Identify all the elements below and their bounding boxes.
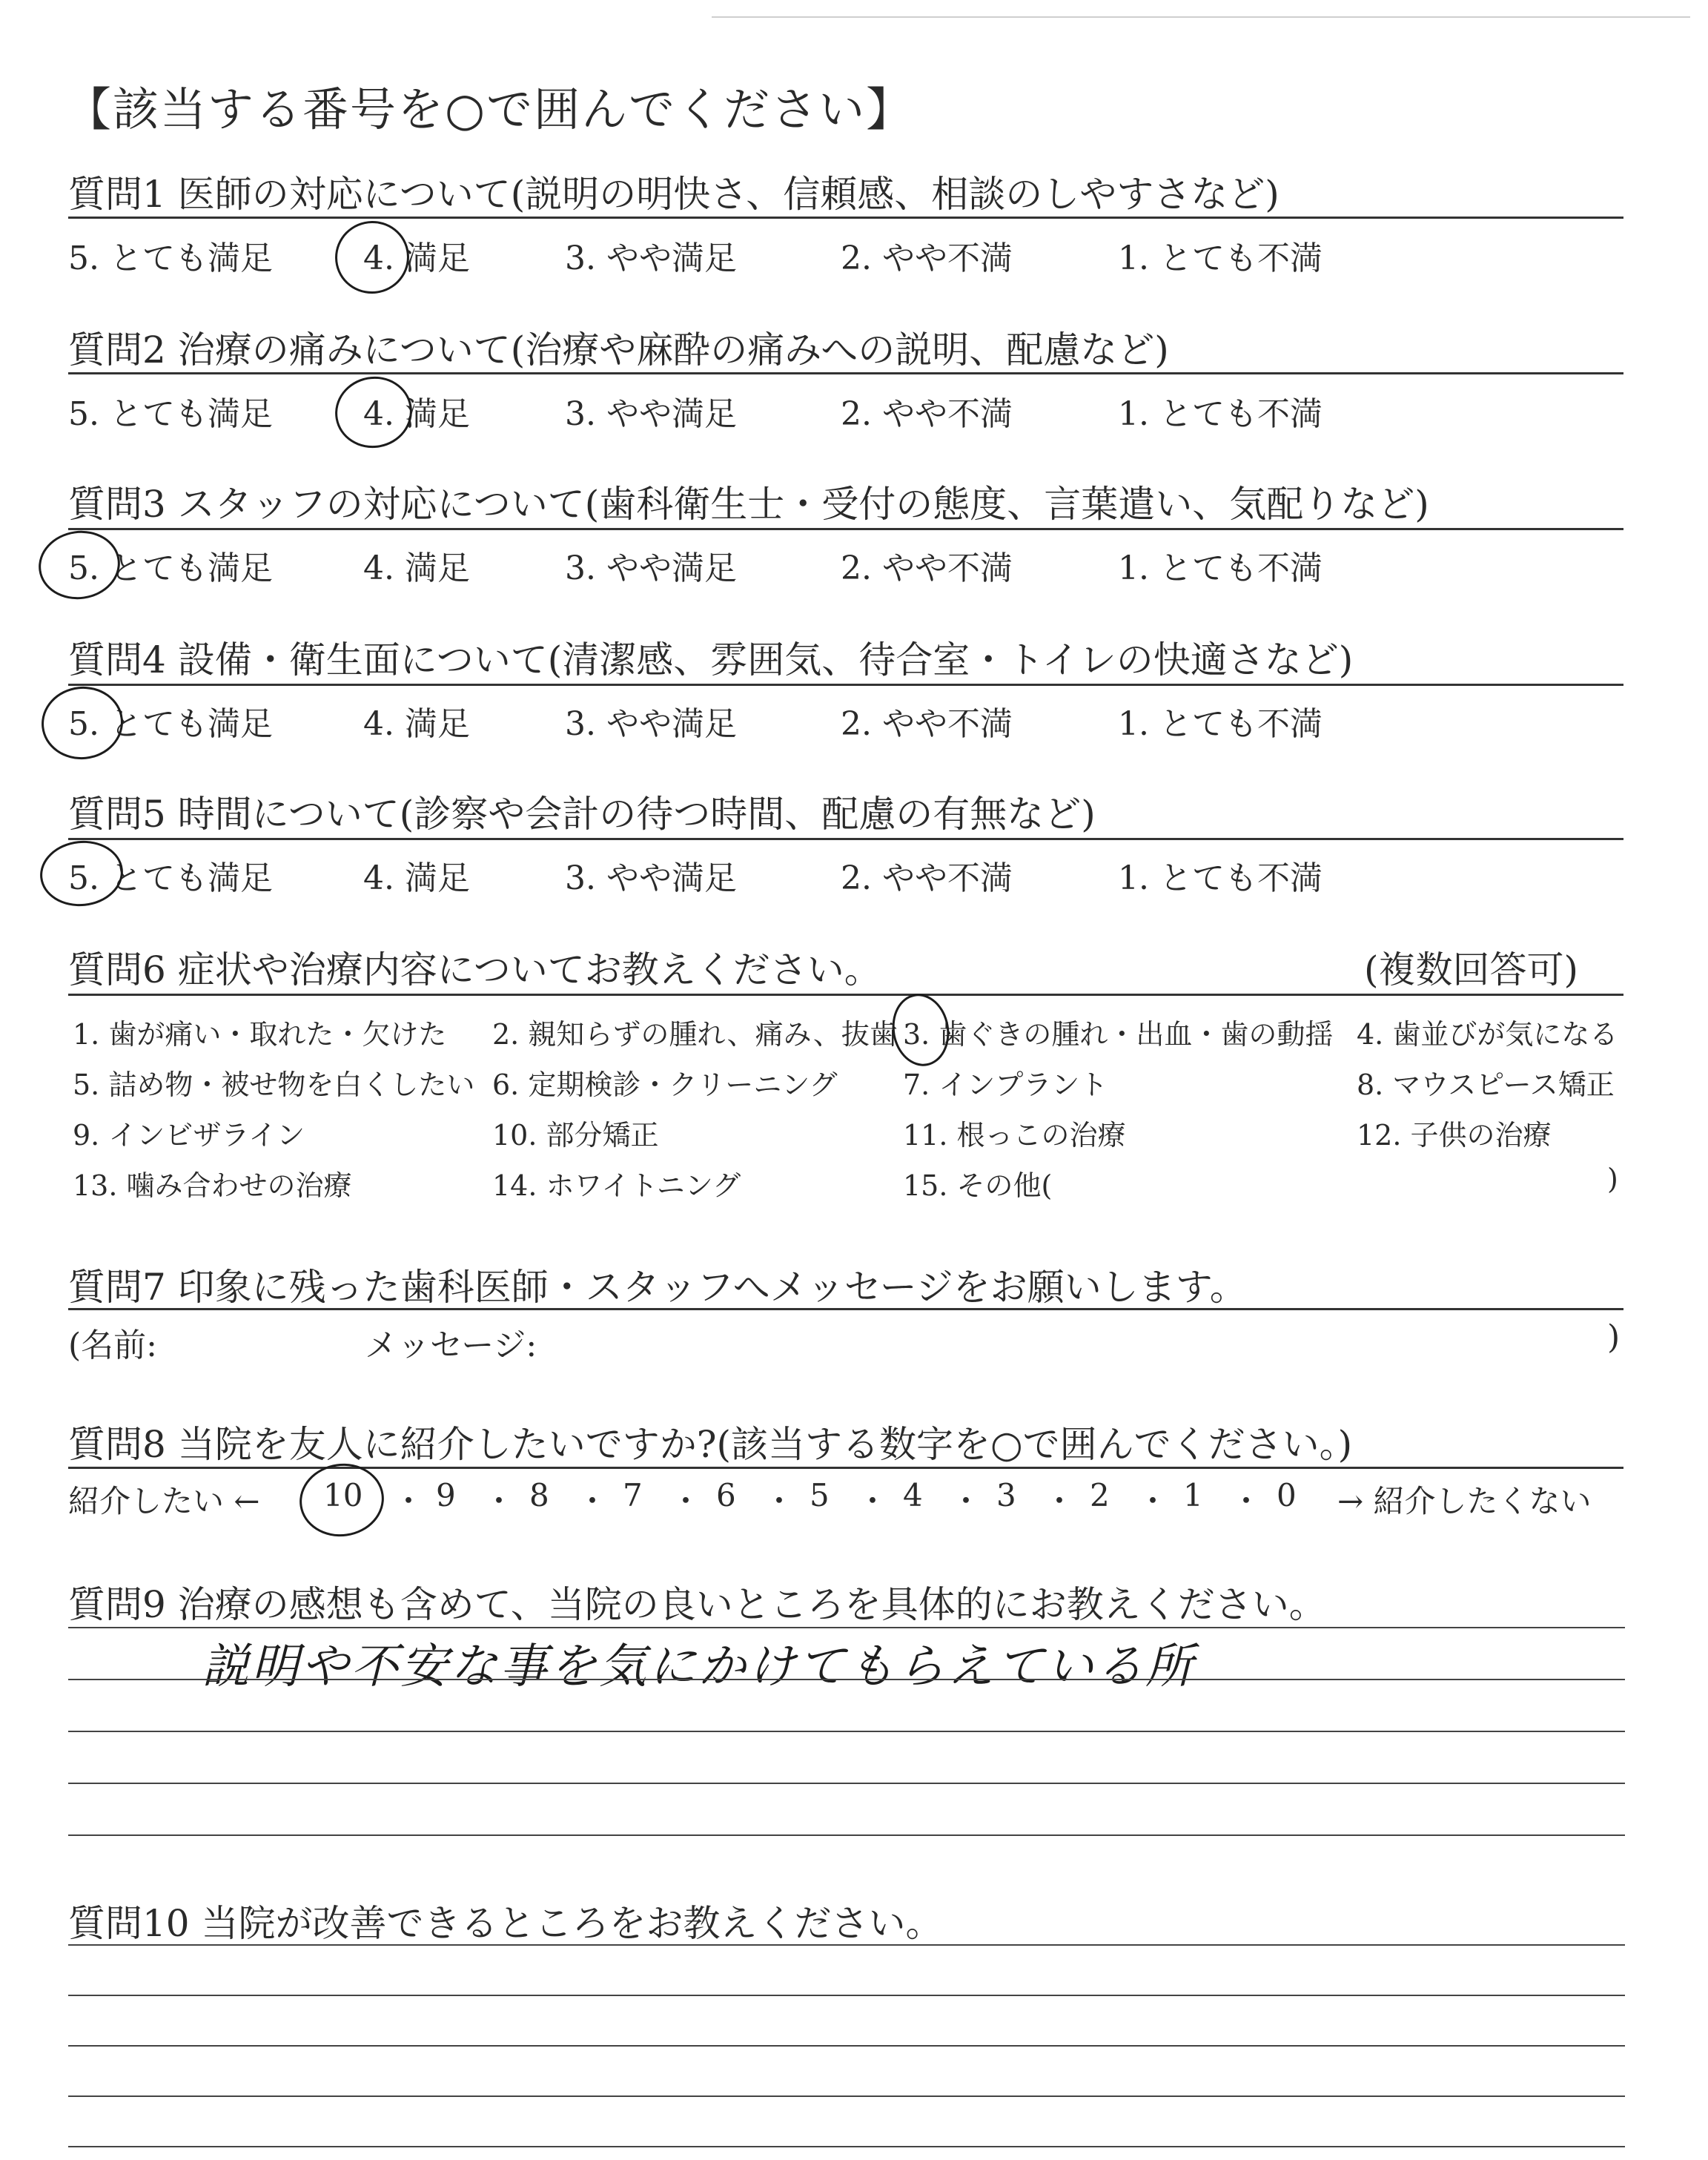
q7-name-label: (名前: bbox=[68, 1327, 157, 1364]
q10-line-1 bbox=[68, 1944, 1625, 1946]
q8-rule bbox=[68, 1467, 1623, 1469]
q8-scale-6[interactable]: 6 bbox=[716, 1477, 736, 1513]
q3-option-3[interactable]: 3. やや満足 bbox=[565, 549, 737, 587]
q6-option-14[interactable]: 14. ホワイトニング bbox=[492, 1169, 741, 1202]
q3-selection-circle bbox=[34, 526, 125, 604]
q6-option-13[interactable]: 13. 噛み合わせの治療 bbox=[73, 1169, 352, 1202]
q7-title: 質問7 印象に残った歯科医師・スタッフへメッセージをお願いします。 bbox=[68, 1266, 1247, 1309]
q7-rule bbox=[68, 1308, 1623, 1310]
q8-dot: ・ bbox=[577, 1483, 609, 1519]
q4-option-1[interactable]: 1. とても不満 bbox=[1118, 705, 1323, 743]
q6-option-10[interactable]: 10. 部分矯正 bbox=[492, 1119, 659, 1152]
q1-option-4[interactable]: 4. 満足 bbox=[363, 240, 470, 277]
q1-option-3[interactable]: 3. やや満足 bbox=[565, 240, 737, 277]
q5-option-5[interactable]: 5. とても満足 bbox=[68, 859, 273, 897]
q3-option-1[interactable]: 1. とても不満 bbox=[1118, 549, 1323, 587]
q8-selection-circle bbox=[295, 1459, 389, 1542]
q3-rule bbox=[68, 528, 1623, 530]
q10-line-3 bbox=[68, 2045, 1625, 2047]
q8-scale-4[interactable]: 4 bbox=[903, 1477, 923, 1513]
q4-option-2[interactable]: 2. やや不満 bbox=[841, 705, 1013, 743]
q8-scale-5[interactable]: 5 bbox=[810, 1477, 830, 1513]
q2-title: 質問2 治療の痛みについて(治療や麻酔の痛みへの説明、配慮など) bbox=[68, 328, 1169, 371]
q9-line-5 bbox=[68, 1834, 1625, 1836]
q5-rule bbox=[68, 838, 1623, 840]
q4-option-5[interactable]: 5. とても満足 bbox=[68, 705, 273, 743]
q3-option-2[interactable]: 2. やや不満 bbox=[841, 549, 1013, 587]
q8-scale-9[interactable]: 9 bbox=[436, 1477, 456, 1513]
q2-selection-circle bbox=[329, 371, 417, 455]
q8-scale-7[interactable]: 7 bbox=[623, 1477, 643, 1513]
q9-line-2 bbox=[68, 1679, 1625, 1680]
q6-option-9[interactable]: 9. インビザライン bbox=[73, 1119, 305, 1152]
q2-option-1[interactable]: 1. とても不満 bbox=[1118, 395, 1323, 433]
q6-rule bbox=[68, 994, 1623, 996]
q8-left-label: 紹介したい ← bbox=[68, 1483, 260, 1519]
q8-scale-3[interactable]: 3 bbox=[996, 1477, 1016, 1513]
q4-title: 質問4 設備・衛生面について(清潔感、雰囲気、待合室・トイレの快適さなど) bbox=[68, 638, 1354, 681]
q6-option-7[interactable]: 7. インプラント bbox=[903, 1069, 1108, 1101]
q8-dot: ・ bbox=[1231, 1483, 1262, 1519]
q8-dot: ・ bbox=[857, 1483, 889, 1519]
q8-scale-1[interactable]: 1 bbox=[1183, 1477, 1203, 1513]
q8-title: 質問8 当院を友人に紹介したいですか?(該当する数字を○で囲んでください。) bbox=[68, 1423, 1353, 1466]
q6-option-3[interactable]: 3. 歯ぐきの腫れ・出血・歯の動揺 bbox=[903, 1018, 1334, 1051]
q6-option-6[interactable]: 6. 定期検診・クリーニング bbox=[492, 1069, 838, 1101]
q2-rule bbox=[68, 372, 1623, 374]
q5-option-2[interactable]: 2. やや不満 bbox=[841, 859, 1013, 897]
q9-title: 質問9 治療の感想も含めて、当院の良いところを具体的にお教えください。 bbox=[68, 1583, 1326, 1626]
q5-option-3[interactable]: 3. やや満足 bbox=[565, 859, 737, 897]
q8-scale-10[interactable]: 10 bbox=[323, 1477, 363, 1513]
q10-line-4 bbox=[68, 2095, 1625, 2097]
q6-option-15-close: ) bbox=[1607, 1163, 1618, 1195]
q8-scale-8[interactable]: 8 bbox=[529, 1477, 549, 1513]
q4-rule bbox=[68, 684, 1623, 686]
q8-dot: ・ bbox=[764, 1483, 795, 1519]
q5-option-1[interactable]: 1. とても不満 bbox=[1118, 859, 1323, 897]
q2-option-5[interactable]: 5. とても満足 bbox=[68, 395, 273, 433]
q6-option-4[interactable]: 4. 歯並びが気になる bbox=[1357, 1018, 1618, 1051]
q8-dot: ・ bbox=[483, 1483, 515, 1519]
q6-option-2[interactable]: 2. 親知らずの腫れ、痛み、抜歯 bbox=[492, 1018, 898, 1051]
q6-option-8[interactable]: 8. マウスピース矯正 bbox=[1357, 1069, 1615, 1101]
q9-line-3 bbox=[68, 1731, 1625, 1732]
q4-selection-circle bbox=[38, 683, 127, 764]
q8-dot: ・ bbox=[1044, 1483, 1076, 1519]
q8-dot: ・ bbox=[950, 1483, 982, 1519]
q1-title: 質問1 医師の対応について(説明の明快さ、信頼感、相談のしやすさなど) bbox=[68, 173, 1280, 216]
q6-option-5[interactable]: 5. 詰め物・被せ物を白くしたい bbox=[73, 1069, 475, 1101]
q8-right-label: → 紹介したくない bbox=[1337, 1483, 1592, 1519]
q7-message-label: メッセージ: bbox=[365, 1327, 537, 1364]
q5-option-4[interactable]: 4. 満足 bbox=[363, 859, 470, 897]
q8-scale-0[interactable]: 0 bbox=[1277, 1477, 1297, 1513]
q10-line-2 bbox=[68, 1995, 1625, 1996]
q9-handwritten-answer: 説明や不安な事を気にかけてもらえている所 bbox=[202, 1639, 1195, 1694]
q5-title: 質問5 時間について(診察や会計の待つ時間、配慮の有無など) bbox=[68, 793, 1096, 836]
q8-scale-2[interactable]: 2 bbox=[1090, 1477, 1110, 1513]
q1-rule bbox=[68, 217, 1623, 219]
q1-option-5[interactable]: 5. とても満足 bbox=[68, 240, 273, 277]
q8-dot: ・ bbox=[393, 1483, 425, 1519]
q6-option-12[interactable]: 12. 子供の治療 bbox=[1357, 1119, 1552, 1152]
q10-line-5 bbox=[68, 2146, 1625, 2147]
q6-selection-circle bbox=[887, 989, 955, 1071]
q6-multi-note: (複数回答可) bbox=[1364, 948, 1579, 991]
q3-option-4[interactable]: 4. 満足 bbox=[363, 549, 470, 587]
q6-option-11[interactable]: 11. 根っこの治療 bbox=[903, 1119, 1126, 1152]
q3-option-5[interactable]: 5. とても満足 bbox=[68, 549, 273, 587]
q6-option-1[interactable]: 1. 歯が痛い・取れた・欠けた bbox=[73, 1018, 447, 1051]
q7-close-paren: ) bbox=[1607, 1318, 1621, 1356]
q1-option-2[interactable]: 2. やや不満 bbox=[841, 240, 1013, 277]
q5-selection-circle bbox=[37, 836, 127, 910]
q4-option-3[interactable]: 3. やや満足 bbox=[565, 705, 737, 743]
q3-title: 質問3 スタッフの対応について(歯科衛生士・受付の態度、言葉遣い、気配りなど) bbox=[68, 483, 1429, 526]
q6-title: 質問6 症状や治療内容についてお教えください。 bbox=[68, 948, 881, 991]
q1-selection-circle bbox=[328, 214, 416, 301]
q8-dot: ・ bbox=[670, 1483, 702, 1519]
q2-option-3[interactable]: 3. やや満足 bbox=[565, 395, 737, 433]
page-heading: 【該当する番号を○で囲んでください】 bbox=[65, 82, 914, 136]
q2-option-4[interactable]: 4. 満足 bbox=[363, 395, 470, 433]
q10-title: 質問10 当院が改善できるところをお教えください。 bbox=[68, 1902, 943, 1945]
q4-option-4[interactable]: 4. 満足 bbox=[363, 705, 470, 743]
scan-edge-line bbox=[712, 16, 1690, 18]
q6-option-15[interactable]: 15. その他( bbox=[903, 1169, 1053, 1202]
q2-option-2[interactable]: 2. やや不満 bbox=[841, 395, 1013, 433]
q1-option-1[interactable]: 1. とても不満 bbox=[1118, 240, 1323, 277]
q8-dot: ・ bbox=[1137, 1483, 1169, 1519]
q9-line-4 bbox=[68, 1783, 1625, 1784]
